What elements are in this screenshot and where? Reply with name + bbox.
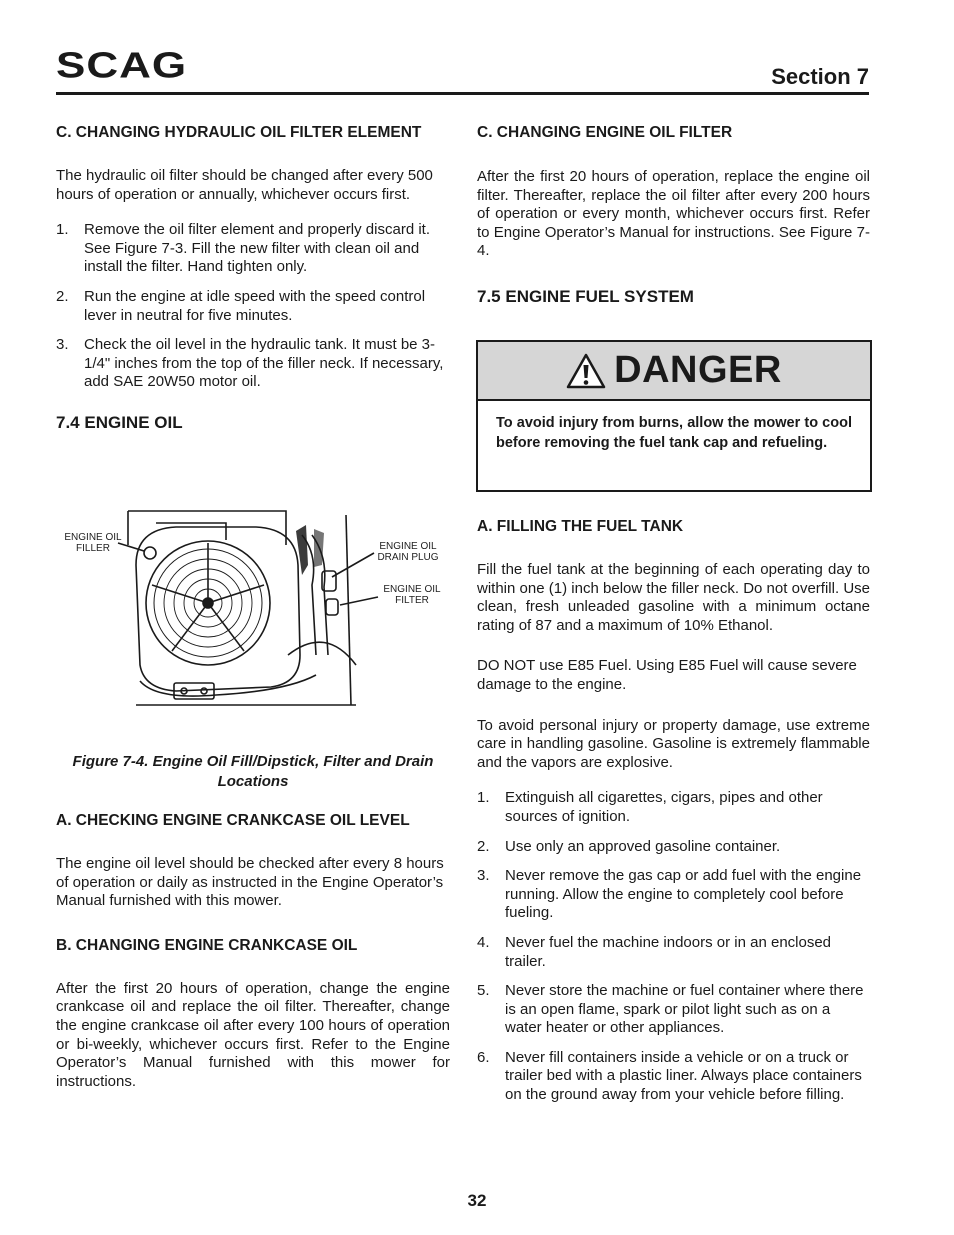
list-item — [56, 336, 450, 392]
step-text: Never fuel the machine indoors or in an enclosed trailer. — [505, 933, 832, 970]
step-number: 2. — [56, 287, 69, 305]
step-text: Extinguish all cigarettes, cigars, pipes and other sources of ignition. — [505, 789, 823, 825]
step-text: Never remove the gas cap or add fuel with the engine running. Allow the engine to completely cool before fueling. — [505, 867, 862, 922]
list-item — [56, 221, 450, 277]
engine-oil-figure — [56, 505, 450, 715]
filling-tank-p3: To avoid personal injury or property damage, use extreme care in handling gasoline. Gasoline is extremely flammable and the vapors are explosive. — [477, 716, 870, 771]
changing-oil-text: After the first 20 hours of operation, change the engine crankcase oil and replace the oil filter. Thereafter, change the engine crankcase oil after every 100 hours of operation or bi-weekly, whichever occurs first. Refer to the Engine Operator’s Manual furnished with this mower for instructions. — [56, 979, 450, 1090]
danger-callout — [476, 340, 872, 492]
step-number: 3. — [56, 336, 69, 354]
right-column-top — [477, 122, 870, 307]
step-text: Check the oil level in the hydraulic tank. It must be 3-1/4" inches from the top of the filler neck. If necessary, add SAE 20W50 motor oil. — [84, 336, 444, 391]
step-number: 4. — [477, 933, 490, 951]
checking-oil-text: The engine oil level should be checked after every 8 hours of operation or daily as instructed in the Engine Operator’s Manual furnished with this mower. — [56, 855, 444, 910]
figure-caption: Figure 7-4. Engine Oil Fill/Dipstick, Filter and Drain Locations — [72, 753, 434, 790]
hydraulic-filter-heading: C. CHANGING HYDRAULIC OIL FILTER ELEMENT — [56, 124, 422, 141]
warning-triangle-icon — [566, 353, 606, 389]
list-item — [477, 934, 870, 971]
list-item — [477, 867, 870, 923]
step-number: 1. — [477, 789, 490, 807]
step-number: 3. — [477, 867, 490, 885]
step-text: Never store the machine or fuel container where there is an open flame, spark or pilot light such as on a water heater or other appliances. — [505, 982, 864, 1037]
fuel-system-heading: 7.5 ENGINE FUEL SYSTEM — [477, 286, 694, 306]
left-column-bottom — [56, 752, 450, 1091]
left-column-top — [56, 122, 450, 433]
fuel-safety-steps — [477, 789, 870, 1104]
step-number: 2. — [477, 837, 490, 855]
engine-oil-heading: 7.4 ENGINE OIL — [56, 412, 183, 432]
page-number: 32 — [467, 1191, 487, 1210]
filling-tank-heading: A. FILLING THE FUEL TANK — [477, 518, 684, 535]
danger-word: DANGER — [614, 349, 782, 391]
list-item — [56, 288, 450, 325]
label-oil-drain-plug: ENGINE OIL DRAIN PLUG — [377, 541, 439, 563]
filling-tank-p1: Fill the fuel tank at the beginning of each operating day to within one (1) inch below the filler neck. Do not overfill. Use clean, fresh unleaded gasoline with a minimum octane rating of 87 and a maximum of 10% Ethanol. — [477, 561, 870, 634]
label-oil-filter: ENGINE OIL FILTER — [383, 584, 441, 606]
step-number: 6. — [477, 1048, 490, 1066]
header-rule — [56, 92, 869, 95]
changing-oil-heading: B. CHANGING ENGINE CRANKCASE OIL — [56, 936, 358, 954]
hydraulic-filter-intro: The hydraulic oil filter should be changed after every 500 hours of operation or annually, whichever occurs first. — [56, 167, 433, 203]
danger-text: To avoid injury from burns, allow the mower to cool before removing the fuel tank cap and refueling. — [496, 415, 852, 451]
hydraulic-steps — [56, 221, 450, 392]
filling-tank-p2: DO NOT use E85 Fuel. Using E85 Fuel will cause severe damage to the engine. — [477, 657, 857, 693]
oil-filter-text: After the first 20 hours of operation, replace the engine oil filter. Thereafter, replace the oil filter after every 200 hours of operation or every month, whichever occurs first. Refer to Engine Operator’s Manual for instructions. See Figure 7-4. — [477, 168, 870, 260]
step-text: Never fill containers inside a vehicle or on a truck or trailer bed with a plastic liner. Always place containers on the ground away from your vehicle before filling. — [505, 1048, 862, 1104]
list-item — [477, 789, 870, 826]
step-number: 1. — [56, 221, 69, 239]
list-item — [477, 838, 870, 857]
step-text: Remove the oil filter element and properly discard it. See Figure 7-3. Fill the new filter with clean oil and install the filter. Hand tighten only. — [84, 221, 430, 276]
danger-header — [478, 342, 870, 401]
oil-filter-heading: C. CHANGING ENGINE OIL FILTER — [477, 124, 733, 141]
scag-logo: SCAG — [56, 45, 188, 86]
right-column-bottom — [477, 516, 870, 1105]
checking-oil-heading: A. CHECKING ENGINE CRANKCASE OIL LEVEL — [56, 812, 410, 829]
step-text: Run the engine at idle speed with the speed control lever in neutral for five minutes. — [84, 287, 426, 324]
label-oil-filler: ENGINE OIL FILLER — [64, 532, 122, 554]
list-item — [477, 1049, 870, 1105]
section-title: Section 7 — [771, 64, 869, 89]
list-item — [477, 982, 870, 1038]
step-text: Use only an approved gasoline container. — [505, 837, 781, 855]
step-number: 5. — [477, 982, 490, 1000]
